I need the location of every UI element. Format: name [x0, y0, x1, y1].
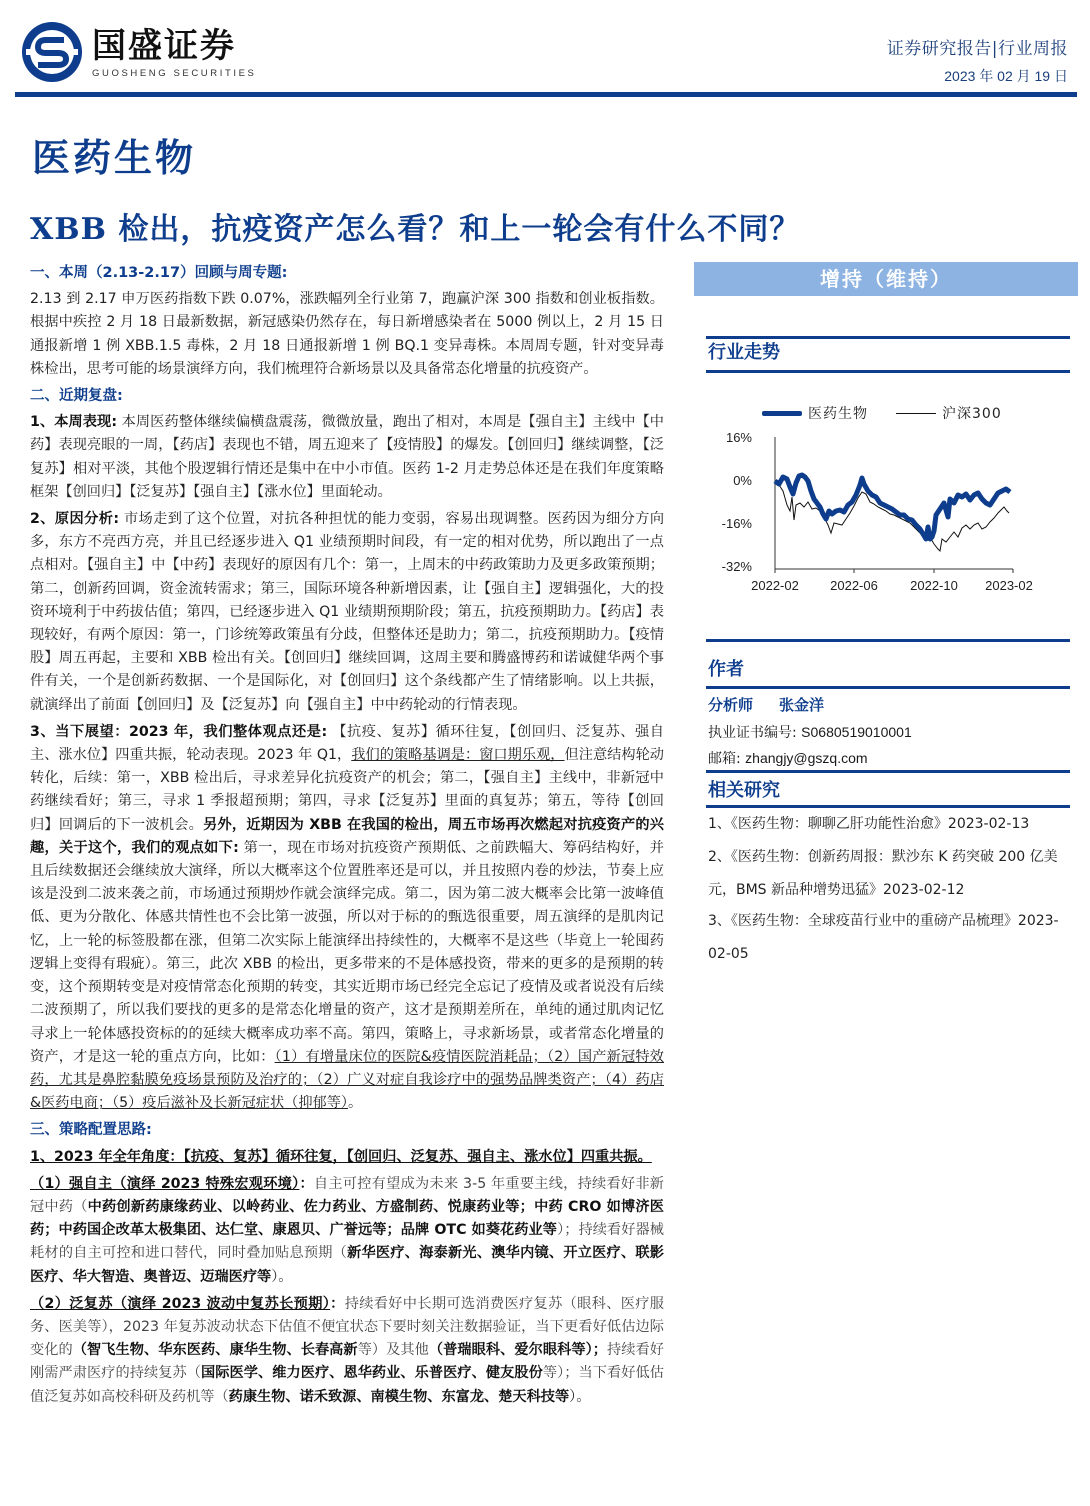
self-reliance-text-a: 自主可控有望成为未来 3-5 年重要主线，持续看好非新冠中药（ — [30, 1175, 664, 1215]
email-label: 邮箱: — [708, 751, 741, 767]
related-research-heading: 相关研究 — [708, 780, 780, 801]
analysis-body: 市场走到了这个位置，对抗各种担忧的能力变弱，容易出现调整。医药因为细分方向多，东方不亮西方亮，并且已经逐步进入 Q1 业绩预期时间段，有一定的相对优势，所以跑出了一点点相对。【强自主】中【中药】表现好的原因有几个：第一，上周末的中药政策助力及更多政策预期；第二，创新药回调，资金流转需求；第三，国际环境各种新增因素，让【强自主】逻辑强化，大的投资环境利于中药拔估值；第四，已经逐步进入 Q1 业绩期预期阶段；第五，抗疫预期助力。【药店】表现较好，有两个原因：第一，门诊统筹政策虽有分歧，但整体还是助力；第二，抗疫预期助力。【疫情股】周五再起，主要和 XBB 检出有关。【创回归】继续回调，这周主要和腾盛博药和诺诚健华两个事件有关，一个是创新药数据、一个是国际化，对【创回归】这个条线都产生了情绪影响。以上共振，就演绎出了前面【创回归】及【泛复苏】向【强自主】中中药轮动的行情表现。 — [30, 511, 665, 713]
recovery-end: ）。 — [569, 1388, 591, 1405]
review-paragraph: 2.13 到 2.17 申万医药指数下跌 0.07%，涨跌幅列全行业第 7，跑赢沪深 300 指数和创业板指数。根据中疾控 2 月 18 日最新数据，新冠感染仍然存在，每日新增感染者在 5000 例以上，2 月 15 日通报新增 1 例 XBB.1.5 毒株，2 月 18 日通报新增 1 例 BQ.1 变异毒株。本周周专题，针对变异毒株检出，思考可能的场景演绎方向，我们梳理符合新场景以及具备常态化增量的抗疫资产。 — [30, 291, 664, 377]
colon: ： — [330, 1295, 345, 1312]
recap-outlook-paragraph — [30, 721, 664, 1115]
license-row — [708, 722, 912, 742]
recovery-text-b: 等）及其他 — [357, 1342, 429, 1359]
outlook-text-a: 【抗疫、复苏】循环往复，【创回归、泛复苏、强自主、涨水位】四重共振，轮动表现。2023 年 Q1， — [30, 723, 664, 764]
recovery-stocks-2: （普瑞眼科、爱尔眼科等）； — [428, 1342, 607, 1359]
author-heading: 作者 — [708, 659, 744, 680]
divider — [706, 686, 1070, 689]
related-report-2[interactable]: 2、《医药生物：创新药周报：默沙东 K 药突破 200 亿美元，BMS 新品种增势迅猛》2023-02-12 — [708, 849, 1058, 898]
y-tick: -32% — [721, 559, 752, 574]
related-report-1[interactable]: 1、《医药生物：聊聊乙肝功能性治愈》2023-02-13 — [708, 816, 1030, 832]
recovery-text-d: 等）；当下看好低估值泛复苏如高校科研及药机等（ — [30, 1365, 664, 1405]
divider — [706, 770, 1070, 773]
rating-badge: 增持（维持） — [694, 262, 1078, 296]
outlook-bold: 另外，近期因为 XBB 在我国的检出，周五市场再次燃起对抗疫资产的兴趣，关于这个，我们的观点如下: — [30, 816, 664, 856]
outlook-underline-1: 我们的策略基调是：窗口期乐观， — [351, 747, 565, 764]
outlook-text-b: 但注意结构轮动转化，后续：第一，XBB 检出后，寻求差异化抗疫资产的机会；第二，【强自主】主线中，非新冠中药继续看好；第三，寻求 1 季报超预期；第四，寻求【泛复苏】里面的真复苏；第五，等待【创回归】回调后的下一波机会。 — [30, 747, 664, 833]
outlook-text-c: 第一，现在市场对抗疫资产预期低、之前跌幅大、筹码结构好，并且后续数据还会继续放大演绎，所以大概率这个位置胜率还是可以，并且按照内卷的炒法，节奏上应该是没到二波来袭之前，市场通过预期炒作就会演绎完成。第二，因为第二波大概率会比第一波峰值低、更为分散化、体感共情性也不会比第一波强，所以对于标的的甄选很重要，周五演绎的是肌肉记忆，上一轮的标签股都在涨，但第二次实际上能演绎出持续性的，大概率不是这些（毕竟上一轮囤药逻辑上变得有瑕疵）。第三，此次 XBB 的检出，更多带来的不是体感投资，带来的更多的是预期的转变，这个预期转变是对疫情常态化预期的转变，其实近期市场已经完全忘记了疫情及或者说没有后续二波预期了，所以我们要找的更多的是常态化增量的资产，这才是预期差所在，单纯的通过肌肉记忆寻求上一轮体感投资标的的延续大概率成功率不高。第四，策略上，寻求新场景，或者常态化增量的资产，才是这一轮的重点方向，比如： — [30, 839, 664, 1065]
legend-pharma — [762, 403, 868, 423]
sector-title: 医药生物 — [32, 135, 197, 180]
performance-body: 本周医药整体继续偏横盘震荡，微微放量，跑出了相对，本周是【强自主】主线中【中药】表现亮眼的一周，【药店】表现也不错，周五迎来了【疫情股】的爆发。【创回归】继续调整，【泛复苏】相对平淡，其他个股逻辑行情还是集中在中小市值。医药 1-2 月走势总体还是在我们年度策略框架【创回归】【泛复苏】【强自主】【涨水位】里面轮动。 — [30, 414, 664, 500]
analyst-role: 分析师 — [708, 696, 754, 714]
recap-performance-paragraph — [30, 411, 664, 504]
recovery-text-a: 持续看好中长期可选消费医疗复苏（眼科、医疗服务、医美等），2023 年复苏波动状态下估值不便宜状态下要时刻关注数据验证，当下更看好低估边际变化的 — [30, 1295, 664, 1359]
guosheng-logo-icon — [20, 20, 84, 84]
pharma-line — [775, 475, 1010, 539]
outlook-underline-2: （1）有增量床位的医院&疫情医院消耗品；（2）国产新冠特效药，尤其是鼻腔黏膜免疫场景预防及治疗的；（2）广义对症自我诊疗中的强势品牌类资产；（4）药店&医药电商；（5）疫后滋补及长新冠症状（抑郁等） — [30, 1048, 664, 1112]
strategy-self-reliance — [30, 1173, 664, 1289]
outlook-label: 3、当下展望：2023 年，我们整体观点还是: — [30, 723, 328, 740]
section-heading-recap: 二、近期复盘: — [30, 388, 123, 405]
legend-swatch — [896, 413, 936, 414]
self-reliance-end: ）。 — [271, 1268, 293, 1285]
self-reliance-text-b: ）；持续看好器械耗材的自主可控和进口替代，同时叠加贴息预期（ — [30, 1222, 664, 1262]
legend-csi300 — [896, 403, 1002, 423]
x-tick: 2022-10 — [910, 578, 958, 593]
legend-label: 医药生物 — [808, 406, 868, 422]
y-tick: 0% — [733, 473, 752, 488]
self-reliance-label: （1）强自主（演绎 2023 特殊宏观环境） — [30, 1175, 300, 1192]
header-divider — [15, 92, 1077, 97]
legend-label: 沪深300 — [942, 406, 1002, 422]
legend-swatch — [762, 411, 802, 416]
strategy-annual-view: 1、2023 年全年角度：【抗疫、复苏】循环往复，【创回归、泛复苏、强自主、涨水位】四重共振。 — [30, 1148, 652, 1165]
section-heading-review: 一、本周（2.13-2.17）回顾与周专题: — [30, 265, 288, 281]
recovery-stocks-4: 药康生物、诺禾致源、南模生物、东富龙、楚天科技等 — [228, 1388, 570, 1405]
related-report-3[interactable]: 3、《医药生物：全球疫苗行业中的重磅产品梳理》2023-02-05 — [708, 913, 1059, 962]
email-row — [708, 748, 868, 768]
report-date: 2023 年 02 月 19 日 — [944, 68, 1068, 84]
line-chart-svg — [716, 399, 1066, 599]
report-type: 证券研究报告|行业周报 — [886, 39, 1068, 59]
company-logo — [20, 20, 256, 84]
performance-label: 1、本周表现: — [30, 414, 118, 431]
chart-legend — [762, 403, 1030, 423]
company-name-cn: 国盛证券 — [92, 25, 236, 66]
recovery-text-c: 持续看好刚需严肃医疗的持续复苏（ — [30, 1342, 664, 1382]
email-link[interactable]: zhangjy@gszq.com — [745, 750, 868, 766]
report-title: XBB 检出，抗疫资产怎么看？和上一轮会有什么不同？ — [30, 212, 801, 247]
x-tick: 2022-06 — [830, 578, 878, 593]
recovery-stocks-3: 国际医学、维力医疗、恩华药业、乐普医疗、健友股份 — [200, 1365, 543, 1382]
trend-heading: 行业走势 — [708, 342, 780, 363]
outlook-end: 。 — [348, 1095, 363, 1112]
x-tick: 2023-02 — [985, 578, 1033, 593]
recovery-label: （2）泛复苏（演绎 2023 波动中复苏长预期） — [30, 1295, 331, 1312]
x-tick: 2022-02 — [751, 578, 799, 593]
page-header — [0, 0, 1090, 100]
recap-analysis-paragraph — [30, 508, 664, 717]
analyst-row — [708, 694, 824, 715]
self-reliance-stocks-tcm: 中药创新药康缘药业、以岭药业、佐力药业、方盛制药、悦康药业等；中药 CRO 如博济医药；中药国企改革太极集团、达仁堂、康恩贝、广誉远等；品牌 OTC 如葵花药业等 — [30, 1198, 664, 1239]
main-content — [30, 262, 664, 1413]
license-label: 执业证书编号: — [708, 725, 797, 741]
divider — [706, 370, 1070, 373]
y-tick: 16% — [725, 430, 752, 445]
y-tick: -16% — [721, 516, 752, 531]
analysis-label: 2、原因分析: — [30, 511, 120, 528]
divider — [706, 639, 1070, 642]
colon: ： — [299, 1175, 314, 1192]
license-number: S0680519010001 — [801, 724, 912, 740]
sidebar — [694, 262, 1080, 962]
recovery-stocks-1: （智飞生物、华东医药、康华生物、长春高新 — [72, 1342, 358, 1359]
trend-chart — [716, 399, 1066, 599]
company-name-en: GUOSHENG SECURITIES — [92, 67, 257, 79]
self-reliance-stocks-devices: 新华医疗、海泰新光、澳华内镜、开立医疗、联影医疗、华大智造、奥普迈、迈瑞医疗等 — [30, 1245, 664, 1285]
analyst-name: 张金洋 — [779, 696, 825, 714]
strategy-recovery — [30, 1293, 664, 1409]
section-heading-strategy: 三、策略配置思路: — [30, 1122, 152, 1139]
